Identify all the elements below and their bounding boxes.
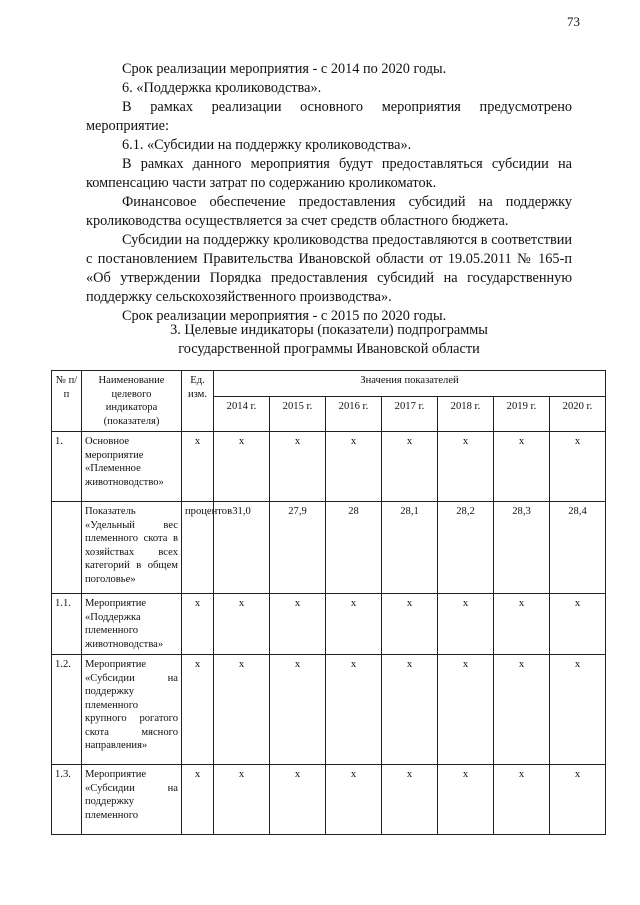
cell-name: Мероприятие «Субсидии на поддержку племенного — [82, 765, 182, 835]
cell-num: 1. — [52, 432, 82, 502]
cell-value: х — [270, 655, 326, 765]
cell-value: х — [214, 594, 270, 655]
cell-value: х — [438, 765, 494, 835]
cell-num: 1.3. — [52, 765, 82, 835]
cell-name: Основное мероприятие «Племенное животноводство» — [82, 432, 182, 502]
indicators-table — [51, 370, 606, 835]
cell-value: 28,4 — [550, 502, 606, 594]
cell-value: 28 — [326, 502, 382, 594]
cell-value: х — [326, 432, 382, 502]
cell-value: х — [214, 765, 270, 835]
cell-value: х — [382, 655, 438, 765]
cell-value: х — [494, 594, 550, 655]
cell-value: х — [438, 655, 494, 765]
paragraph: В рамках данного мероприятия будут предоставляться субсидии на компенсацию части затрат по содержанию кроликоматок. — [86, 156, 572, 191]
header-values-group: Значения показателей — [214, 371, 606, 397]
cell-num: 1.2. — [52, 655, 82, 765]
paragraph: Срок реализации мероприятия - с 2015 по 2020 годы. — [122, 308, 447, 324]
cell-value: 28,3 — [494, 502, 550, 594]
cell-value: х — [214, 432, 270, 502]
cell-value: х — [438, 594, 494, 655]
section-title-line: государственной программы Ивановской области — [178, 341, 480, 357]
cell-value: х — [382, 432, 438, 502]
paragraph: Финансовое обеспечение предоставления субсидий на поддержку кролиководства осуществляется за счет средств областного бюджета. — [86, 194, 572, 229]
paragraph: Субсидии на поддержку кролиководства предоставляются в соответствии с постановлением Правительства Ивановской области от 19.05.2011 № 165-п «Об утверждении Порядка предоставления субсидий на государственную поддержку сельскохозяйственного производства». — [86, 232, 572, 305]
header-year: 2014 г. — [214, 397, 270, 432]
cell-value: х — [550, 765, 606, 835]
paragraph: 6. «Поддержка кролиководства». — [122, 80, 322, 96]
cell-value: 27,9 — [270, 502, 326, 594]
cell-unit: процентов — [182, 502, 214, 594]
cell-value: х — [270, 765, 326, 835]
cell-value: х — [494, 432, 550, 502]
cell-unit: х — [182, 655, 214, 765]
paragraph: Срок реализации мероприятия - с 2014 по 2020 годы. — [122, 61, 447, 77]
header-year: 2015 г. — [270, 397, 326, 432]
cell-value: х — [270, 432, 326, 502]
body-text — [86, 60, 572, 326]
table-header-row — [52, 371, 606, 397]
cell-value: х — [382, 594, 438, 655]
cell-value: х — [326, 594, 382, 655]
cell-value: х — [438, 432, 494, 502]
cell-value: 28,1 — [382, 502, 438, 594]
cell-value: х — [550, 432, 606, 502]
cell-unit: х — [182, 765, 214, 835]
header-year: 2017 г. — [382, 397, 438, 432]
cell-value: 28,2 — [438, 502, 494, 594]
table-row — [52, 594, 606, 655]
cell-unit: х — [182, 594, 214, 655]
cell-name: Мероприятие «Субсидии на поддержку племенного крупного рогатого скота мясного направления» — [82, 655, 182, 765]
cell-num: 1.1. — [52, 594, 82, 655]
cell-value: х — [382, 765, 438, 835]
section-title — [86, 321, 572, 359]
cell-value: х — [270, 594, 326, 655]
header-name: Наименование целевого индикатора (показателя) — [82, 371, 182, 432]
paragraph: 6.1. «Субсидии на поддержку кролиководства». — [122, 137, 412, 153]
cell-value: х — [494, 765, 550, 835]
cell-unit: х — [182, 432, 214, 502]
header-year: 2019 г. — [494, 397, 550, 432]
table-row — [52, 502, 606, 594]
table-row — [52, 432, 606, 502]
page-number: 73 — [567, 14, 580, 29]
cell-value: х — [494, 655, 550, 765]
cell-name: Показатель «Удельный вес племенного скота в хозяйствах всех категорий в общем поголовье» — [82, 502, 182, 594]
paragraph: В рамках реализации основного мероприятия предусмотрено мероприятие: — [86, 99, 572, 134]
header-year: 2016 г. — [326, 397, 382, 432]
header-unit: Ед. изм. — [182, 371, 214, 432]
cell-value: х — [326, 655, 382, 765]
cell-num — [52, 502, 82, 594]
section-title-line: 3. Целевые индикаторы (показатели) подпрограммы — [170, 322, 488, 338]
table-row — [52, 655, 606, 765]
cell-value: 31,0 — [214, 502, 270, 594]
cell-value: х — [550, 594, 606, 655]
header-year: 2018 г. — [438, 397, 494, 432]
table-row — [52, 765, 606, 835]
cell-value: х — [326, 765, 382, 835]
cell-value: х — [214, 655, 270, 765]
cell-name: Мероприятие «Поддержка племенного животноводства» — [82, 594, 182, 655]
header-year: 2020 г. — [550, 397, 606, 432]
header-num: № п/п — [52, 371, 82, 432]
cell-value: х — [550, 655, 606, 765]
